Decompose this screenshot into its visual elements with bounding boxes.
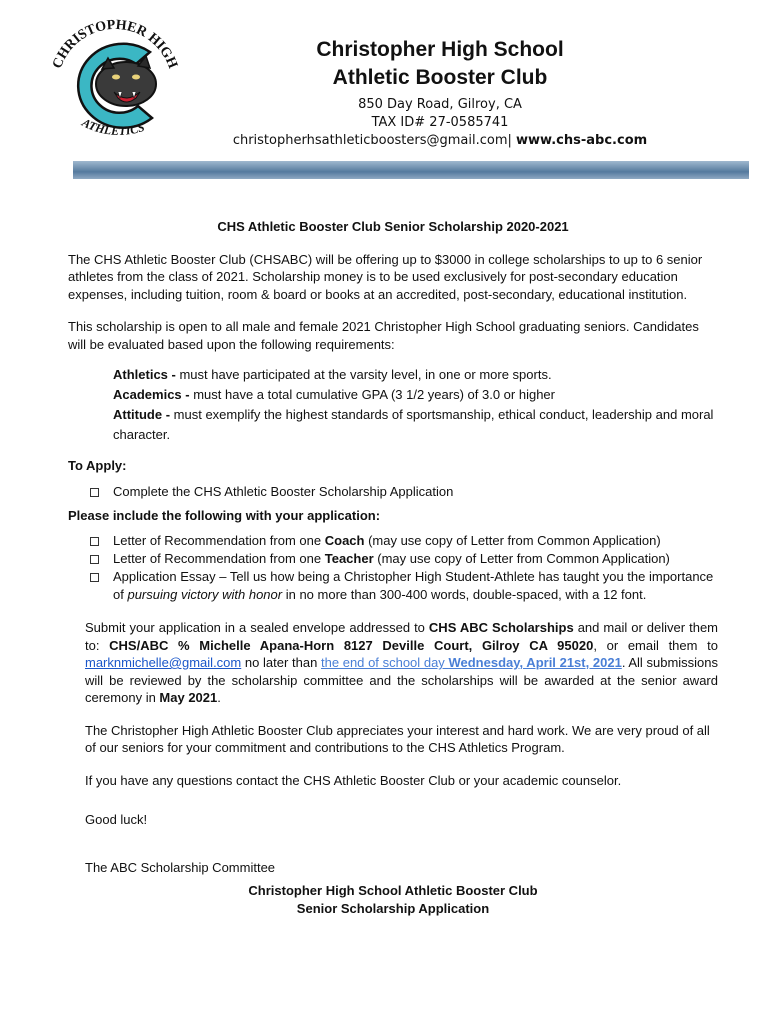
include-list	[68, 532, 718, 604]
requirement-academics: Academics - must have a total cumulative GPA (3 1/2 years) of 3.0 or higher	[113, 387, 555, 402]
submit-paragraph: Submit your application in a sealed envelope addressed to CHS ABC Scholarships and mail or deliver them to: CHS/ABC % Michelle Apana-Horn 8127 Deville Court, Gilroy CA 95020, or email them to marknmichelle@gmail.com no later than the end of school day Wednesday, April 21st, 2021. All submissions will be reviewed by the scholarship committee and the scholarships will be awarded at the senior award ceremony in May 2021.	[85, 620, 719, 705]
requirement-athletics: Athletics - must have participated at the varsity level, in one or more sports.	[113, 367, 552, 382]
list-item: Application Essay – Tell us how being a Christopher High Student-Athlete has taught you the importance of pursuing victory with honor in no more than 300-400 words, double-spaced, with a 12 font.	[68, 568, 718, 604]
org-address: 850 Day Road, Gilroy, CA	[358, 97, 522, 112]
logo-top-text: CHRISTOPHER HIGH	[50, 17, 180, 71]
requirements-list	[113, 365, 718, 445]
checkbox-icon	[90, 555, 99, 564]
intro-paragraph: The CHS Athletic Booster Club (CHSABC) will be offering up to $3000 in college scholarships to up to 6 senior athletes from the class of 2021. Scholarship money is to be used exclusively for post-secondary education expenses, including tuition, room & board or books at an accredited, post-secondary, educational institution.	[68, 251, 703, 302]
document-title: CHS Athletic Booster Club Senior Scholarship 2020-2021	[217, 219, 569, 234]
footer-line1: Christopher High School Athletic Booster Club	[248, 883, 538, 898]
org-email[interactable]: christopherhsathleticboosters@gmail.com	[232, 133, 508, 148]
email-link[interactable]: marknmichelle@gmail.com	[85, 655, 242, 670]
school-logo	[40, 14, 190, 149]
footer-line2: Senior Scholarship Application	[296, 901, 490, 916]
signature: The ABC Scholarship Committee	[85, 859, 276, 875]
apply-list	[68, 483, 718, 501]
footer-title	[68, 882, 718, 918]
requirement-attitude: Attitude - must exemplify the highest standards of sportsmanship, ethical conduct, leadership and moral character.	[113, 407, 714, 442]
apply-heading: To Apply:	[68, 458, 127, 473]
appreciation-paragraph: The Christopher High Athletic Booster Club appreciates your interest and hard work. We are very proud of all of our seniors for your commitment and contributions to the CHS Athletics Program.	[85, 722, 710, 755]
logo-bottom-text: ATHLETICS	[79, 115, 147, 138]
org-name-line2: Athletic Booster Club	[332, 66, 548, 89]
list-item: Letter of Recommendation from one Coach (may use copy of Letter from Common Application)	[68, 532, 718, 550]
checkbox-icon	[90, 537, 99, 546]
list-item: Complete the CHS Athletic Booster Scholarship Application	[68, 483, 718, 501]
header-divider-banner	[73, 161, 749, 179]
document-body	[68, 218, 718, 918]
include-heading: Please include the following with your application:	[68, 507, 381, 523]
eligibility-paragraph: This scholarship is open to all male and female 2021 Christopher High School graduating seniors. Candidates will be evaluated based upon the following requirements:	[68, 319, 699, 352]
organization-info	[210, 36, 670, 150]
org-tax-id: TAX ID# 27-0585741	[371, 115, 509, 130]
checkbox-icon	[90, 573, 99, 582]
org-contact: christopherhsathleticboosters@gmail.com| www.chs-abc.com	[232, 133, 648, 148]
checkbox-icon	[90, 488, 99, 497]
good-luck: Good luck!	[85, 812, 148, 827]
list-item: Letter of Recommendation from one Teacher (may use copy of Letter from Common Application)	[68, 550, 718, 568]
org-website[interactable]: www.chs-abc.com	[516, 133, 648, 148]
letterhead	[0, 0, 770, 160]
questions-paragraph: If you have any questions contact the CHS Athletic Booster Club or your academic counselor.	[85, 772, 622, 788]
org-name-line1: Christopher High School	[316, 38, 564, 61]
